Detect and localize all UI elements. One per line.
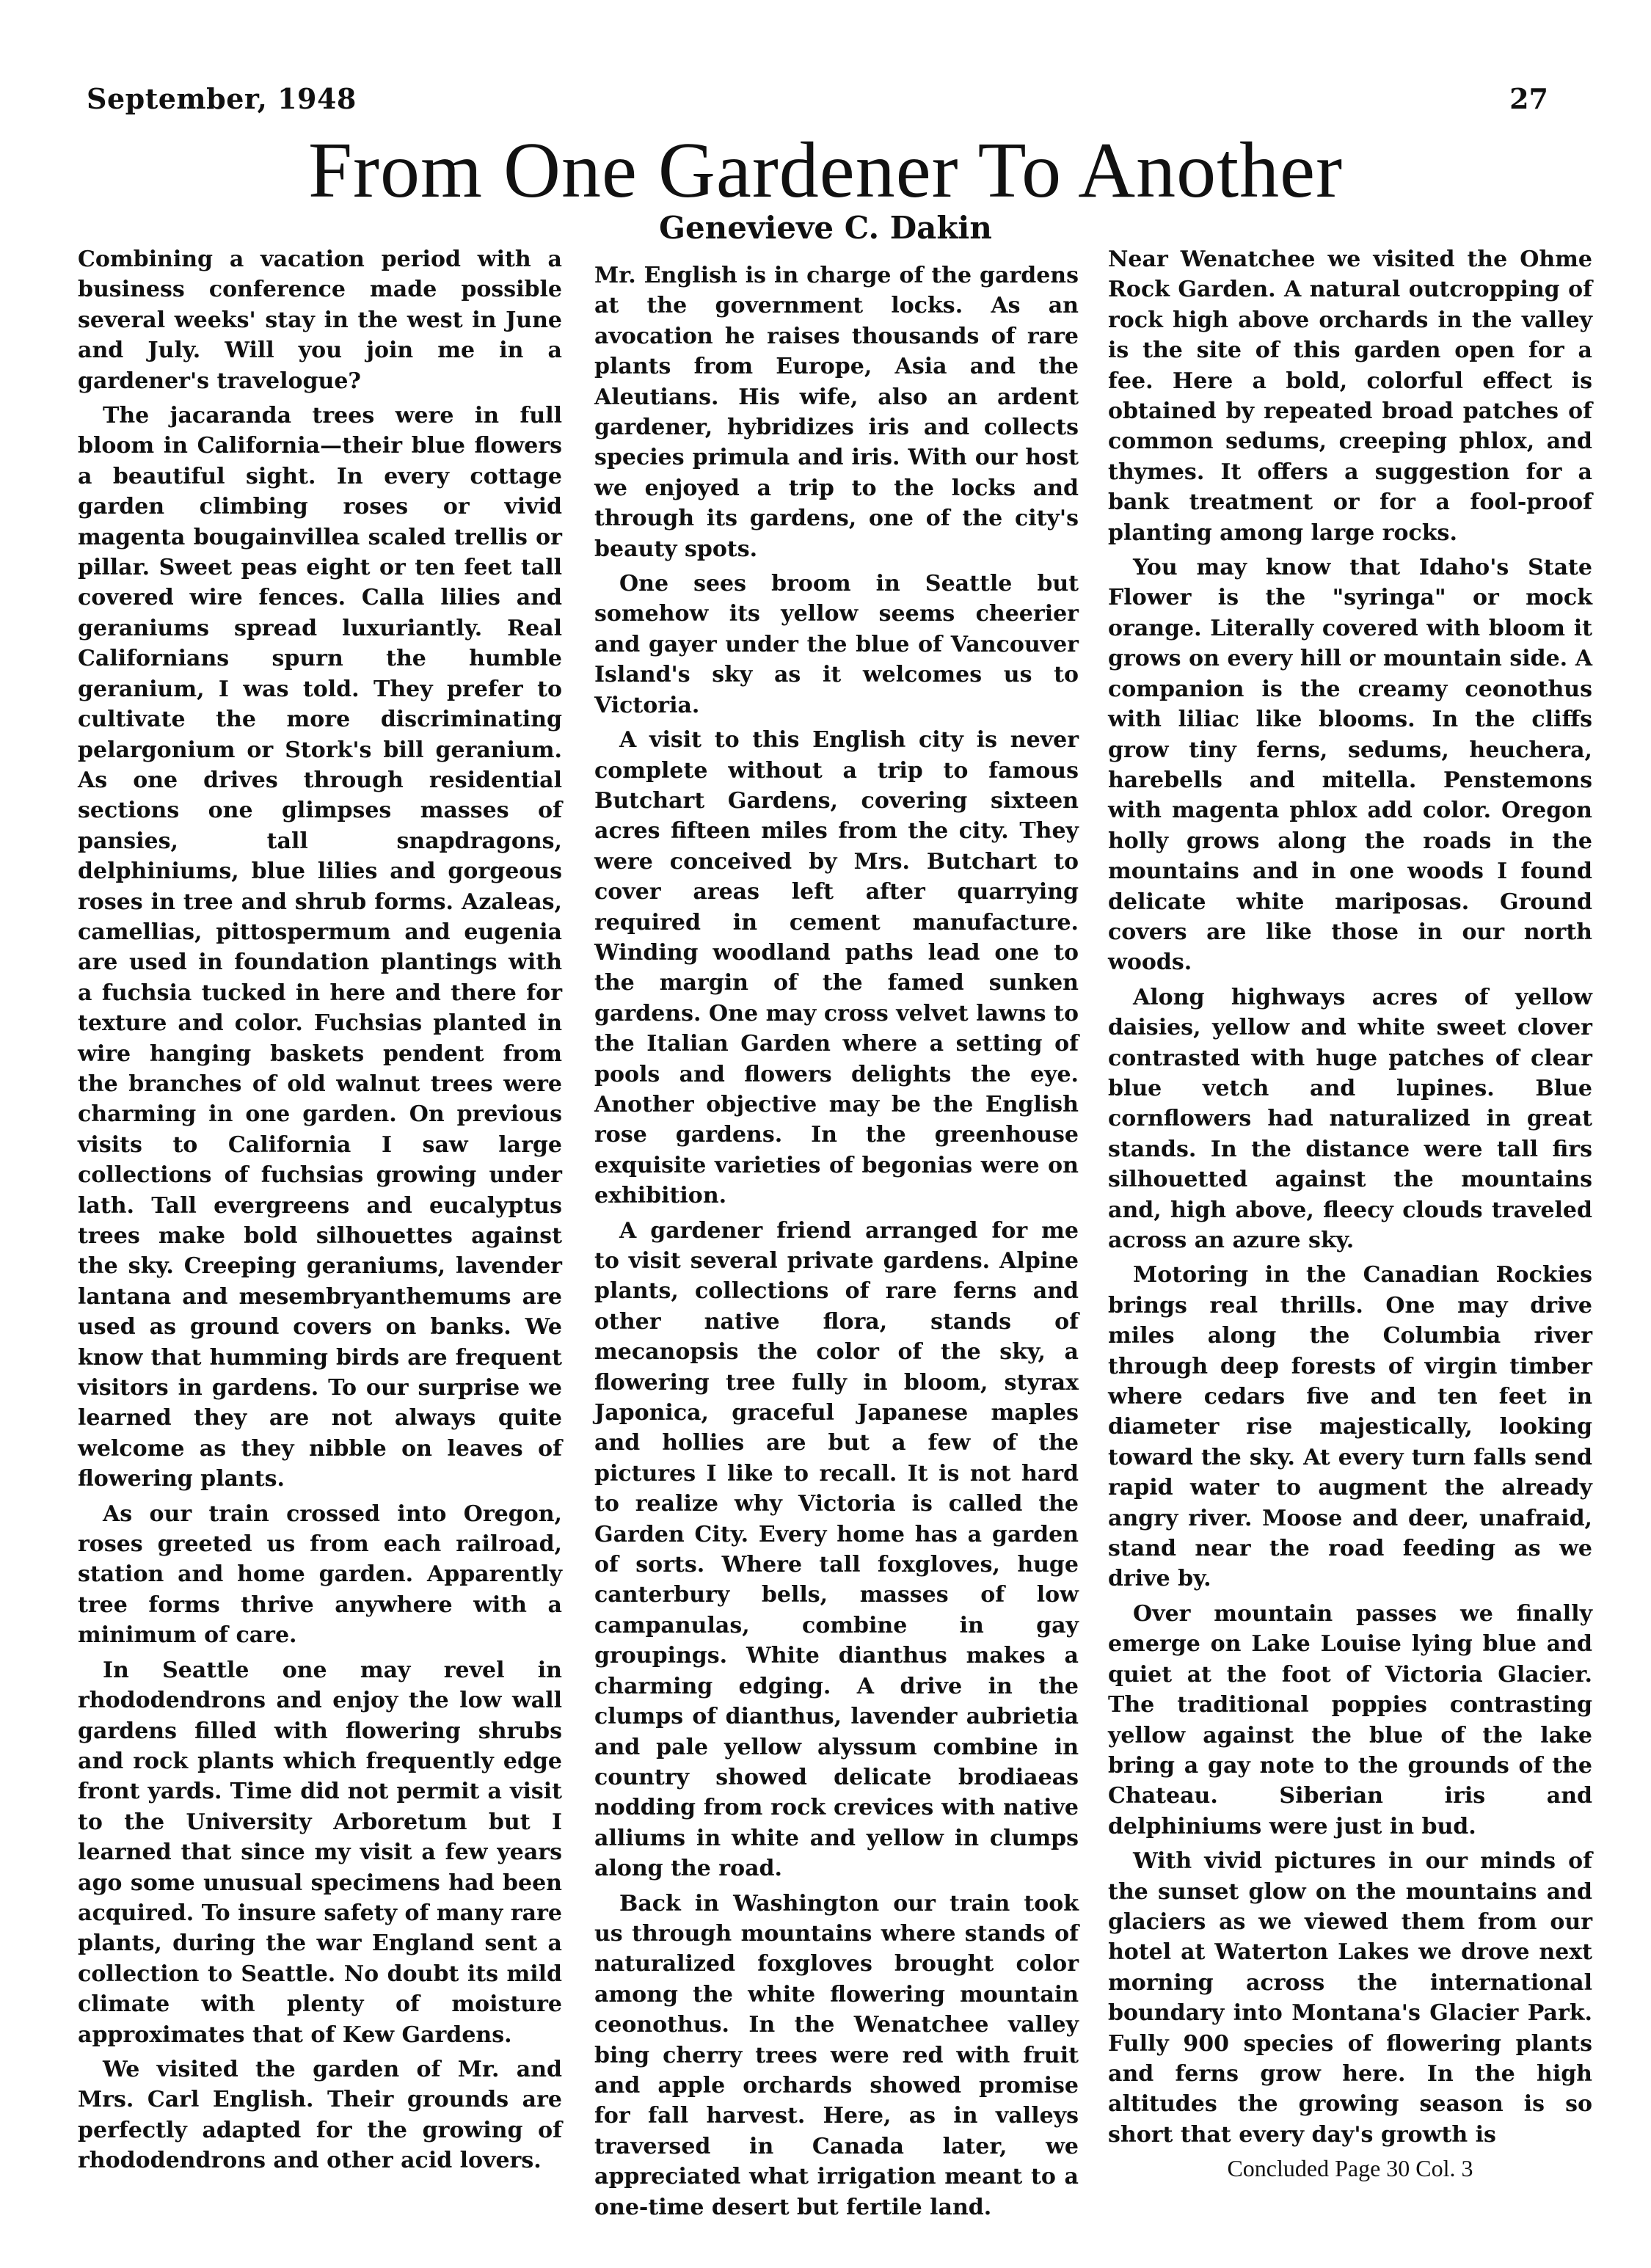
article-column-2 — [594, 260, 1079, 2227]
page-number: 27 — [1509, 82, 1548, 115]
paragraph: The jacaranda trees were in full bloom in California—their blue flowers a beautiful sight. In every cottage garden climbing roses or vivid magenta bougainvillea scaled trellis or pillar. Sweet peas eight or ten feet tall covered wire fences. Calla lilies and geraniums spread luxuriantly. Real Californians spurn the humble geranium, I was told. They prefer to cultivate the more discriminating pelargonium or Stork's bill geranium. As one drives through residential sections one glimpses masses of pansies, tall snapdragons, delphiniums, blue lilies and gorgeous roses in tree and shrub forms. Azaleas, camellias, pittospermum and eugenia are used in foundation plantings with a fuchsia tucked in here and there for texture and color. Fuchsias planted in wire hanging baskets pendent from the branches of old walnut trees were charming in one garden. On previous visits to California I saw large collections of fuchsias growing under lath. Tall evergreens and eucalyptus trees make bold silhouettes against the sky. Creeping geraniums, lavender lantana and mesembryanthemums are used as ground covers on banks. We know that humming birds are frequent visitors in gardens. To our surprise we learned they are not always quite welcome as they nibble on leaves of flowering plants. — [78, 403, 562, 1492]
continuation-note: Concluded Page 30 Col. 3 — [1227, 2155, 1473, 2181]
paragraph: Combining a vacation period with a business conference made possible several weeks' stay in the west in June and July. Will you join me in a gardener's travelogue? — [78, 247, 562, 394]
issue-date: September, 1948 — [87, 82, 357, 115]
paragraph: Back in Washington our train took us through mountains where stands of naturalized foxgloves brought color among the white flowering mountain ceonothus. In the Wenatchee valley bing cherry trees were red with fruit and apple orchards showed promise for fall harvest. Here, as in valleys traversed in Canada later, we appreciated what irrigation meant to a one-time desert but fertile land. — [594, 1890, 1079, 2220]
article-title: From One Gardener To Another — [307, 127, 1344, 214]
paragraph: Motoring in the Canadian Rockies brings real thrills. One may drive miles along the Columbia river through deep forests of virgin timber where cedars five and ten feet in diameter rise majestically, looking toward the sky. At every turn falls send rapid water to augment the already angry river. Moose and deer, unafraid, stand near the road feeding as we drive by. — [1108, 1262, 1592, 1592]
paragraph: One sees broom in Seattle but somehow its yellow seems cheerier and gayer under the blue of Vancouver Island's sky as it welcomes us to Victoria. — [594, 571, 1079, 718]
paragraph: As our train crossed into Oregon, roses greeted us from each railroad, station and home garden. Apparently tree forms thrive anywhere with a minimum of care. — [78, 1501, 562, 1649]
paragraph: A visit to this English city is never complete without a trip to famous Butchart Gardens, covering sixteen acres fifteen miles from the city. They were conceived by Mrs. Butchart to cover areas left after quarrying required in cement manufacture. Winding woodland paths lead one to the margin of the famed sunken gardens. One may cross velvet lawns to the Italian Garden where a setting of pools and flowers delights the eye. Another objective may be the English rose gardens. In the greenhouse exquisite varieties of begonias were on exhibition. — [594, 727, 1079, 1209]
article-byline: Genevieve C. Dakin — [659, 210, 992, 246]
paragraph: You may know that Idaho's State Flower is the "syringa" or mock orange. Literally covered with bloom it grows on every hill or mountain side. A companion is the creamy ceonothus with liliac like blooms. In the cliffs grow tiny ferns, sedums, heuchera, harebells and mitella. Penstemons with magenta phlox add color. Oregon holly grows along the roads in the mountains and in one woods I found delicate white mariposas. Ground covers are like those in our north woods. — [1108, 555, 1592, 976]
article-column-1 — [78, 244, 562, 2181]
paragraph: Over mountain passes we finally emerge on Lake Louise lying blue and quiet at the foot of Victoria Glacier. The traditional poppies contrasting yellow against the blue of the lake bring a gay note to the grounds of the Chateau. Siberian iris and delphiniums were just in bud. — [1108, 1600, 1592, 1839]
paragraph: With vivid pictures in our minds of the sunset glow on the mountains and glaciers as we viewed them from our hotel at Waterton Lakes we drove next morning across the international boundary into Montana's Glacier Park. Fully 900 species of flowering plants and ferns grow here. In the high altitudes the growing season is so short that every day's growth is — [1108, 1848, 1592, 2148]
paragraph: Mr. English is in charge of the gardens at the government locks. As an avocation he raises thousands of rare plants from Europe, Asia and the Aleutians. His wife, also an ardent gardener, hybridizes iris and collects species primula and iris. With our host we enjoyed a trip to the locks and through its gardens, one of the city's beauty spots. — [594, 263, 1079, 562]
paragraph: Near Wenatchee we visited the Ohme Rock Garden. A natural outcropping of rock high above orchards in the valley is the site of this garden open for a fee. Here a bold, colorful effect is obtained by repeated broad patches of common sedums, creeping phlox, and thymes. It offers a suggestion for a bank treatment or for a fool-proof planting among large rocks. — [1108, 247, 1592, 546]
paragraph: A gardener friend arranged for me to visit several private gardens. Alpine plants, collections of rare ferns and other native flora, stands of mecanopsis the color of the sky, a flowering tree fully in bloom, styrax Japonica, graceful Japanese maples and hollies are but a few of the pictures I like to recall. It is not hard to realize why Victoria is called the Garden City. Every home has a garden of sorts. Where tall foxgloves, huge canterbury bells, masses of low campanulas, combine in gay groupings. White dianthus makes a charming edging. A drive in the clumps of dianthus, lavender aubrietia and pale yellow alyssum combine in country showed delicate brodiaeas nodding from rock crevices with native alliums in white and yellow in clumps along the road. — [594, 1217, 1079, 1882]
paragraph: In Seattle one may revel in rhododendrons and enjoy the low wall gardens filled with flowering shrubs and rock plants which frequently edge front yards. Time did not permit a visit to the University Arboretum but I learned that since my visit a few years ago some unusual specimens had been acquired. To insure safety of many rare plants, during the war England sent a collection to Seattle. No doubt its mild climate with plenty of moisture approximates that of Kew Gardens. — [78, 1657, 562, 2048]
paragraph: We visited the garden of Mr. and Mrs. Carl English. Their grounds are perfectly adapted for the growing of rhododendrons and other acid lovers. — [78, 2056, 562, 2174]
article-column-3 — [1108, 244, 1592, 2154]
paragraph: Along highways acres of yellow daisies, yellow and white sweet clover contrasted with huge patches of clear blue vetch and lupines. Blue cornflowers had naturalized in great stands. In the distance were tall firs silhouetted against the mountains and, high above, fleecy clouds traveled across an azure sky. — [1108, 984, 1592, 1253]
